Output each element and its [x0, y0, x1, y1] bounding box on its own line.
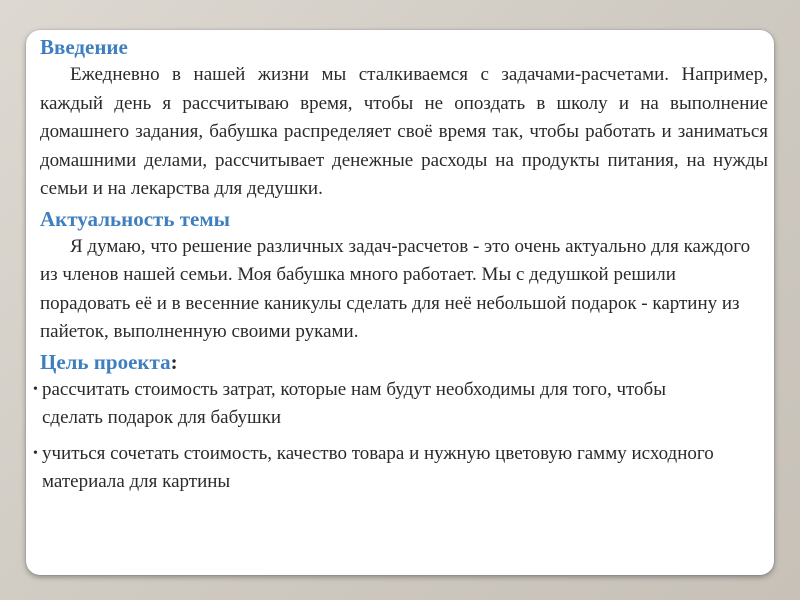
heading-colon: :: [170, 349, 178, 374]
heading-relevance: Актуальность темы: [40, 206, 231, 231]
list-item: [34, 376, 768, 432]
heading-project-goal-text: Цель проекта: [40, 349, 171, 374]
heading-project-goal: [34, 349, 768, 376]
list-item: [34, 440, 768, 496]
bullet-text: учиться сочетать стоимость, качество товара и нужную цветовую гамму исходного материала для картины: [42, 442, 714, 492]
bullet-text: рассчитать стоимость затрат, которые нам будут необходимы для того, чтобы сделать подарок для бабушки: [42, 378, 666, 428]
goal-bullet-list: [34, 376, 768, 496]
slide-content: [34, 34, 768, 504]
heading-introduction: Введение: [40, 35, 128, 59]
bullet-icon: •: [33, 445, 38, 461]
bullet-icon: •: [33, 381, 38, 397]
slide-card: [26, 30, 774, 575]
paragraph-introduction: Ежедневно в нашей жизни мы сталкиваемся с задачами-расчетами. Например, каждый день я рассчитываю время, чтобы не опоздать в школу и на выполнение домашнего задания, бабушка распределяет своё время так, чтобы работать и заниматься домашними делами, рассчитывает денежные расходы на продукты питания, на нужды семьи и на лекарства для дедушки.: [40, 64, 768, 199]
paragraph-relevance: Я думаю, что решение различных задач-расчетов - это очень актуально для каждого из членов нашей семьи. Моя бабушка много работает. Мы с дедушкой решили порадовать её и в весенние каникулы сделать для неё небольшой подарок - картину из пайеток, выполненную своими руками.: [40, 235, 751, 342]
